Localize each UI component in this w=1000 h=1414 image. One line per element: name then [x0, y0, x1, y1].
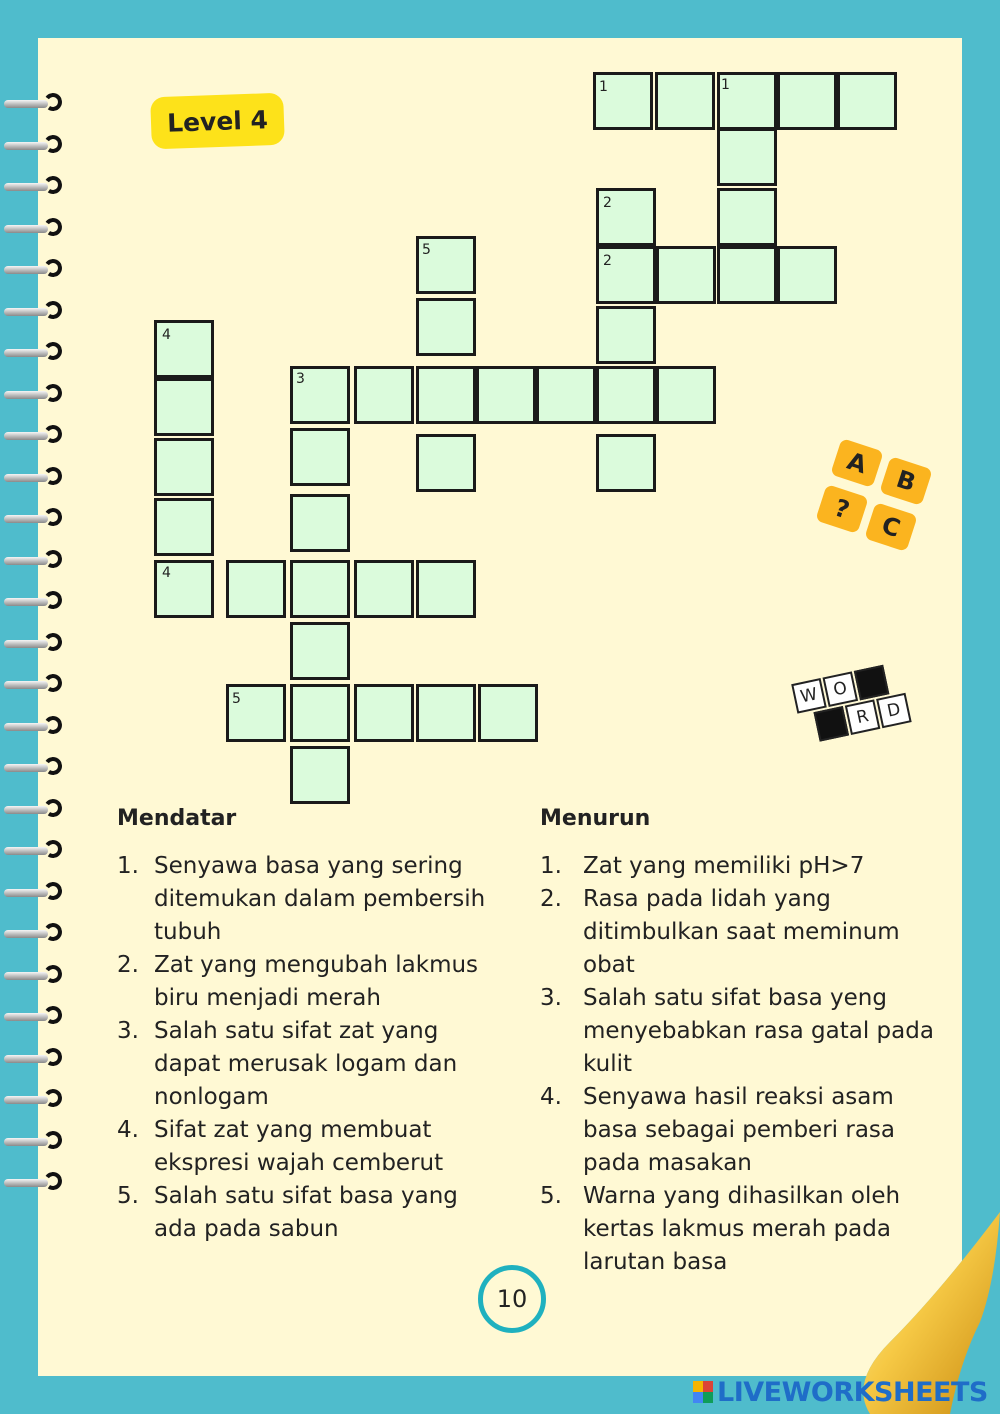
crossword-cell[interactable] [290, 560, 350, 618]
clue-number: 4 [162, 327, 171, 343]
clue-item-number: 5. [540, 1183, 562, 1209]
crossword-cell[interactable] [837, 72, 897, 130]
binding-ring [0, 1130, 70, 1154]
clue-item-text: Sifat zat yang membuat ekspresi wajah cemberut [154, 1117, 444, 1176]
crossword-cell[interactable] [154, 378, 214, 436]
binding-ring [0, 175, 70, 199]
crossword-cell[interactable] [476, 366, 536, 424]
crossword-cell[interactable] [596, 434, 656, 492]
brand-icon [693, 1381, 713, 1403]
crossword-cell[interactable] [354, 366, 414, 424]
clue-item [540, 883, 935, 982]
binding-ring [0, 258, 70, 282]
crossword-cell[interactable] [290, 684, 350, 742]
clue-number: 1 [599, 79, 608, 95]
crossword-cell[interactable] [717, 188, 777, 246]
crossword-cell[interactable] [290, 746, 350, 804]
letter-tile: R [845, 699, 881, 735]
across-title: Mendatar [117, 806, 237, 831]
binding-ring [0, 92, 70, 116]
binding-ring [0, 881, 70, 905]
down-title: Menurun [540, 806, 651, 831]
binding-ring [0, 383, 70, 407]
letter-tile: O [822, 671, 858, 707]
binding-ring [0, 466, 70, 490]
binding-ring [0, 134, 70, 158]
clue-item-text: Warna yang dihasilkan oleh kertas lakmus merah pada larutan basa [583, 1183, 901, 1275]
clue-item-text: Salah satu sifat zat yang dapat merusak logam dan nonlogam [154, 1018, 458, 1110]
clue-item [117, 1180, 492, 1246]
binding-ring [0, 632, 70, 656]
crossword-cell[interactable] [478, 684, 538, 742]
letter-tile: B [879, 456, 933, 506]
level-label: Level 4 [166, 104, 269, 138]
clue-item-number: 5. [117, 1183, 139, 1209]
crossword-cell[interactable] [536, 366, 596, 424]
letter-tile: W [791, 678, 827, 714]
crossword-cell[interactable] [656, 246, 716, 304]
clue-item-number: 3. [117, 1018, 139, 1044]
crossword-cell[interactable] [596, 306, 656, 364]
crossword-cell[interactable] [777, 72, 837, 130]
binding-ring [0, 549, 70, 573]
page-number [478, 1265, 546, 1333]
binding-ring [0, 1171, 70, 1195]
crossword-cell[interactable] [717, 128, 777, 186]
clue-item [117, 850, 492, 949]
clue-item-number: 3. [540, 985, 562, 1011]
clue-number: 5 [422, 242, 431, 258]
black-tile [854, 665, 890, 701]
clue-number: 5 [232, 691, 241, 707]
clue-item-text: Senyawa hasil reaksi asam basa sebagai pemberi rasa pada masakan [583, 1084, 895, 1176]
crossword-cell[interactable] [290, 428, 350, 486]
clue-item [117, 1114, 492, 1180]
crossword-cell[interactable] [416, 366, 476, 424]
across-clue-list [117, 850, 492, 1246]
crossword-cell[interactable] [416, 434, 476, 492]
crossword-cell[interactable] [290, 622, 350, 680]
crossword-cell[interactable] [656, 366, 716, 424]
clue-item-text: Zat yang memiliki pH>7 [583, 853, 865, 879]
clue-item [117, 949, 492, 1015]
clue-number: 2 [603, 253, 612, 269]
binding-ring [0, 590, 70, 614]
clue-item-number: 4. [540, 1084, 562, 1110]
binding-ring [0, 798, 70, 822]
crossword-cell[interactable] [354, 560, 414, 618]
clue-number: 2 [603, 195, 612, 211]
binding-ring [0, 217, 70, 241]
crossword-cell[interactable] [154, 438, 214, 496]
clue-number: 1 [721, 77, 730, 93]
crossword-cell[interactable] [416, 560, 476, 618]
clue-item-text: Zat yang mengubah lakmus biru menjadi merah [154, 952, 479, 1011]
binding-ring [0, 341, 70, 365]
binding-ring [0, 424, 70, 448]
crossword-cell[interactable] [416, 684, 476, 742]
binding-ring [0, 1088, 70, 1112]
binding-ring [0, 1047, 70, 1071]
crossword-cell[interactable] [717, 246, 777, 304]
clue-item [540, 982, 935, 1081]
binding-ring [0, 507, 70, 531]
crossword-cell[interactable] [596, 366, 656, 424]
crossword-cell[interactable] [226, 560, 286, 618]
clue-item-text: Rasa pada lidah yang ditimbulkan saat meminum obat [583, 886, 900, 978]
page-number-text: 10 [496, 1285, 528, 1313]
crossword-cell[interactable] [777, 246, 837, 304]
brand-logo [693, 1372, 988, 1412]
clue-item-number: 2. [117, 952, 139, 978]
letter-tile: A [830, 438, 884, 488]
clue-item-number: 1. [117, 853, 139, 879]
binding-ring [0, 300, 70, 324]
clue-item-text: Salah satu sifat basa yeng menyebabkan rasa gatal pada kulit [583, 985, 934, 1077]
clue-item [540, 1081, 935, 1180]
crossword-cell[interactable] [290, 494, 350, 552]
clue-number: 3 [296, 371, 305, 387]
binding-ring [0, 673, 70, 697]
crossword-cell[interactable] [655, 72, 715, 130]
clue-item [540, 850, 935, 883]
binding-ring [0, 715, 70, 739]
crossword-cell[interactable] [154, 498, 214, 556]
clue-item-number: 1. [540, 853, 562, 879]
clue-item [117, 1015, 492, 1114]
letter-tile: ? [815, 484, 869, 534]
binding-ring [0, 839, 70, 863]
binding-ring [0, 922, 70, 946]
binding-ring [0, 964, 70, 988]
binding-ring [0, 1005, 70, 1029]
clue-item-text: Salah satu sifat basa yang ada pada sabun [154, 1183, 458, 1242]
crossword-cell[interactable] [416, 298, 476, 356]
letter-tile: C [864, 502, 918, 552]
brand-text: LIVEWORKSHEETS [717, 1376, 988, 1408]
crossword-cell[interactable] [354, 684, 414, 742]
clue-item-number: 4. [117, 1117, 139, 1143]
clue-item-number: 2. [540, 886, 562, 912]
binding-ring [0, 756, 70, 780]
level-badge [150, 93, 285, 150]
black-tile [813, 706, 849, 742]
clue-number: 4 [162, 565, 171, 581]
clue-item-text: Senyawa basa yang sering ditemukan dalam pembersih tubuh [154, 853, 486, 945]
letter-tile: D [876, 693, 912, 729]
